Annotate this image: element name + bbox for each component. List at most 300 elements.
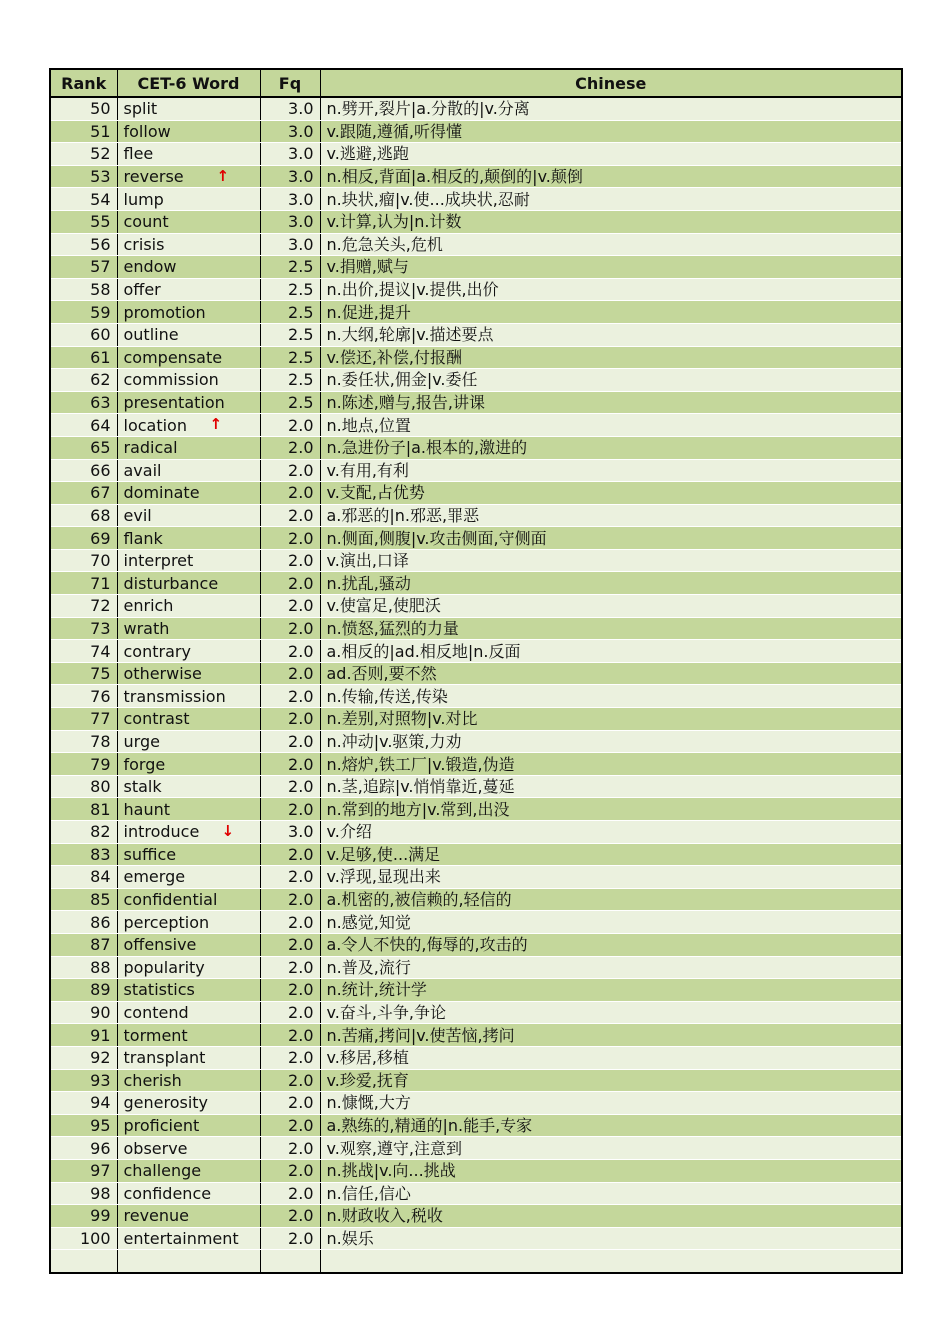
- table-row: [50, 956, 902, 979]
- word-cell: [117, 301, 260, 324]
- table-row: [50, 549, 902, 572]
- chinese-definition-cell: v.演出,口译: [320, 549, 902, 572]
- chinese-definition-cell: v.有用,有利: [320, 459, 902, 482]
- rank-cell: 61: [50, 346, 117, 369]
- frequency-cell: 3.0: [260, 97, 320, 120]
- frequency-cell: 2.0: [260, 482, 320, 505]
- rank-cell: 72: [50, 595, 117, 618]
- word-text: generosity: [123, 1093, 209, 1113]
- chinese-definition-cell: n.侧面,侧腹|v.攻击侧面,守侧面: [320, 527, 902, 550]
- chinese-definition-cell: n.急进份子|a.根本的,激进的: [320, 436, 902, 459]
- frequency-cell: 2.0: [260, 459, 320, 482]
- table-row: [50, 708, 902, 731]
- frequency-cell: 2.0: [260, 843, 320, 866]
- table-row: [50, 1159, 902, 1182]
- word-text: cherish: [123, 1070, 182, 1090]
- frequency-cell: 2.0: [260, 1069, 320, 1092]
- word-cell: [117, 595, 260, 618]
- word-text: urge: [123, 731, 160, 751]
- chinese-definition-cell: v.计算,认为|n.计数: [320, 210, 902, 233]
- frequency-cell: 2.5: [260, 278, 320, 301]
- chinese-definition-cell: n.传输,传送,传染: [320, 685, 902, 708]
- word-text: transmission: [123, 686, 226, 706]
- frequency-cell: 2.0: [260, 436, 320, 459]
- frequency-cell: 2.0: [260, 1159, 320, 1182]
- chinese-definition-cell: n.扰乱,骚动: [320, 572, 902, 595]
- table-row: [50, 798, 902, 821]
- rank-cell: 69: [50, 527, 117, 550]
- rank-cell: 82: [50, 821, 117, 844]
- word-cell: [117, 504, 260, 527]
- word-cell: [117, 956, 260, 979]
- chinese-definition-cell: v.观察,遵守,注意到: [320, 1137, 902, 1160]
- word-text: revenue: [123, 1206, 190, 1226]
- word-text: transplant: [123, 1048, 206, 1068]
- word-cell: [117, 1205, 260, 1228]
- chinese-definition-cell: n.块状,瘤|v.使...成块状,忍耐: [320, 188, 902, 211]
- rank-cell: 98: [50, 1182, 117, 1205]
- word-text: endow: [123, 257, 177, 277]
- word-cell: [117, 188, 260, 211]
- rank-cell: 95: [50, 1114, 117, 1137]
- rank-cell: 68: [50, 504, 117, 527]
- word-cell: [117, 753, 260, 776]
- word-cell: [117, 391, 260, 414]
- chinese-definition-cell: n.陈述,赠与,报告,讲课: [320, 391, 902, 414]
- rank-cell: 88: [50, 956, 117, 979]
- chinese-definition-cell: n.茎,追踪|v.悄悄靠近,蔓延: [320, 775, 902, 798]
- chinese-definition-cell: n.财政收入,税收: [320, 1205, 902, 1228]
- chinese-definition-cell: v.介绍: [320, 821, 902, 844]
- chinese-definition-cell: n.娱乐: [320, 1227, 902, 1250]
- table-row: [50, 888, 902, 911]
- word-cell: [117, 120, 260, 143]
- word-text: dominate: [123, 483, 200, 503]
- frequency-cell: 3.0: [260, 233, 320, 256]
- table-row: [50, 278, 902, 301]
- table-row: [50, 662, 902, 685]
- frequency-cell: 2.0: [260, 414, 320, 437]
- chinese-definition-cell: n.危急关头,危机: [320, 233, 902, 256]
- frequency-cell: 2.0: [260, 798, 320, 821]
- chinese-definition-cell: v.奋斗,斗争,争论: [320, 1001, 902, 1024]
- table-row: [50, 1182, 902, 1205]
- word-text: emerge: [123, 867, 186, 887]
- table-row: [50, 301, 902, 324]
- word-text: suffice: [123, 844, 177, 864]
- word-cell: [117, 1092, 260, 1115]
- frequency-cell: 2.0: [260, 549, 320, 572]
- frequency-cell: 3.0: [260, 143, 320, 166]
- word-cell: [117, 165, 260, 188]
- word-text: contrary: [123, 641, 191, 661]
- frequency-cell: 2.0: [260, 730, 320, 753]
- table-row: [50, 1046, 902, 1069]
- table-row: [50, 414, 902, 437]
- table-row: [50, 120, 902, 143]
- frequency-cell: 2.0: [260, 1024, 320, 1047]
- frequency-cell: 2.0: [260, 933, 320, 956]
- frequency-cell: 2.5: [260, 301, 320, 324]
- table-row: [50, 595, 902, 618]
- rank-cell: 70: [50, 549, 117, 572]
- word-text: commission: [123, 370, 219, 390]
- table-row: [50, 843, 902, 866]
- frequency-cell: 2.0: [260, 708, 320, 731]
- word-text: avail: [123, 460, 162, 480]
- rank-cell: 85: [50, 888, 117, 911]
- chinese-definition-cell: n.委任状,佣金|v.委任: [320, 369, 902, 392]
- rank-cell: 83: [50, 843, 117, 866]
- frequency-cell: 3.0: [260, 165, 320, 188]
- word-cell: [117, 414, 260, 437]
- table-row: [50, 685, 902, 708]
- word-text: radical: [123, 438, 178, 458]
- table-row: [50, 482, 902, 505]
- frequency-cell: 2.5: [260, 346, 320, 369]
- word-cell: [117, 256, 260, 279]
- chinese-definition-cell: ad.否则,要不然: [320, 662, 902, 685]
- table-row: [50, 866, 902, 889]
- frequency-cell: 2.0: [260, 640, 320, 663]
- table-row: [50, 1092, 902, 1115]
- word-cell: [117, 1114, 260, 1137]
- table-row: [50, 256, 902, 279]
- rank-cell: 76: [50, 685, 117, 708]
- table-row: [50, 504, 902, 527]
- frequency-cell: 2.5: [260, 391, 320, 414]
- rank-cell: 91: [50, 1024, 117, 1047]
- rank-cell: 79: [50, 753, 117, 776]
- word-text: evil: [123, 505, 152, 525]
- word-text: challenge: [123, 1161, 202, 1181]
- rank-cell: 96: [50, 1137, 117, 1160]
- rank-cell: 80: [50, 775, 117, 798]
- word-cell: [117, 369, 260, 392]
- chinese-definition-cell: v.支配,占优势: [320, 482, 902, 505]
- word-text: forge: [123, 754, 166, 774]
- word-cell: [117, 640, 260, 663]
- word-cell: [117, 685, 260, 708]
- frequency-cell: 2.0: [260, 1182, 320, 1205]
- chinese-definition-cell: n.常到的地方|v.常到,出没: [320, 798, 902, 821]
- chinese-definition-cell: v.跟随,遵循,听得懂: [320, 120, 902, 143]
- word-text: observe: [123, 1138, 188, 1158]
- frequency-cell: 2.0: [260, 572, 320, 595]
- chinese-definition-cell: n.差别,对照物|v.对比: [320, 708, 902, 731]
- rank-cell: 71: [50, 572, 117, 595]
- chinese-definition-cell: v.使富足,使肥沃: [320, 595, 902, 618]
- word-text: interpret: [123, 551, 194, 571]
- chinese-definition-cell: n.大纲,轮廓|v.描述要点: [320, 323, 902, 346]
- word-cell: [117, 911, 260, 934]
- frequency-cell: 2.0: [260, 775, 320, 798]
- frequency-cell: 2.0: [260, 1227, 320, 1250]
- frequency-cell: 2.0: [260, 595, 320, 618]
- table-row: [50, 1001, 902, 1024]
- word-text: statistics: [123, 980, 195, 1000]
- chinese-definition-cell: n.熔炉,铁工厂|v.锻造,伪造: [320, 753, 902, 776]
- word-text: crisis: [123, 234, 165, 254]
- table-row: [50, 233, 902, 256]
- chinese-definition-cell: n.出价,提议|v.提供,出价: [320, 278, 902, 301]
- word-cell: [117, 979, 260, 1002]
- chinese-definition-cell: n.统计,统计学: [320, 979, 902, 1002]
- rank-cell: 64: [50, 414, 117, 437]
- table-row: [50, 391, 902, 414]
- frequency-cell: 2.0: [260, 527, 320, 550]
- rank-cell: 74: [50, 640, 117, 663]
- chinese-definition-cell: n.感觉,知觉: [320, 911, 902, 934]
- word-cell: [117, 436, 260, 459]
- table-row: [50, 436, 902, 459]
- word-cell: [117, 821, 260, 844]
- word-cell: [117, 798, 260, 821]
- word-text: flee: [123, 144, 154, 164]
- chinese-definition-cell: v.足够,使...满足: [320, 843, 902, 866]
- word-cell: [117, 708, 260, 731]
- chinese-definition-cell: n.愤怒,猛烈的力量: [320, 617, 902, 640]
- chinese-definition-cell: n.挑战|v.向...挑战: [320, 1159, 902, 1182]
- table-row: [50, 1205, 902, 1228]
- rank-cell: 92: [50, 1046, 117, 1069]
- frequency-cell: 2.5: [260, 369, 320, 392]
- word-text: contrast: [123, 709, 190, 729]
- rank-cell: 53: [50, 165, 117, 188]
- word-cell: [117, 459, 260, 482]
- rank-cell: 65: [50, 436, 117, 459]
- rank-cell: 78: [50, 730, 117, 753]
- header-row: [50, 69, 902, 97]
- rank-cell: 62: [50, 369, 117, 392]
- rank-cell: 89: [50, 979, 117, 1002]
- word-text: proficient: [123, 1116, 200, 1136]
- word-text: lump: [123, 189, 164, 209]
- chinese-definition-cell: a.令人不快的,侮辱的,攻击的: [320, 933, 902, 956]
- word-text: stalk: [123, 777, 162, 797]
- rank-cell: 59: [50, 301, 117, 324]
- frequency-cell: 3.0: [260, 120, 320, 143]
- rank-cell: 67: [50, 482, 117, 505]
- rank-cell: 55: [50, 210, 117, 233]
- rank-cell: 58: [50, 278, 117, 301]
- word-text: offensive: [123, 935, 197, 955]
- word-text: reverse: [123, 167, 184, 187]
- word-cell: [117, 1046, 260, 1069]
- frequency-cell: 3.0: [260, 210, 320, 233]
- word-cell: [117, 1001, 260, 1024]
- chinese-definition-cell: a.相反的|ad.相反地|n.反面: [320, 640, 902, 663]
- word-text: compensate: [123, 347, 223, 367]
- table-row: [50, 1069, 902, 1092]
- frequency-cell: 2.0: [260, 753, 320, 776]
- rank-cell: 60: [50, 323, 117, 346]
- word-cell: [117, 346, 260, 369]
- rank-cell: 87: [50, 933, 117, 956]
- table-row: [50, 1114, 902, 1137]
- rank-cell: 93: [50, 1069, 117, 1092]
- frequency-cell: 2.0: [260, 1092, 320, 1115]
- word-text: enrich: [123, 596, 174, 616]
- word-cell: [117, 278, 260, 301]
- table-row: [50, 188, 902, 211]
- table-row: [50, 527, 902, 550]
- empty-cell: [117, 1250, 260, 1273]
- word-text: outline: [123, 325, 179, 345]
- chinese-definition-cell: n.苦痛,拷问|v.使苦恼,拷问: [320, 1024, 902, 1047]
- word-cell: [117, 1069, 260, 1092]
- word-cell: [117, 775, 260, 798]
- table-row: [50, 730, 902, 753]
- chinese-definition-cell: n.冲动|v.驱策,力劝: [320, 730, 902, 753]
- chinese-definition-cell: n.普及,流行: [320, 956, 902, 979]
- arrow-up-icon: ↑: [216, 166, 230, 185]
- empty-cell: [320, 1250, 902, 1273]
- rank-cell: 84: [50, 866, 117, 889]
- word-cell: [117, 1159, 260, 1182]
- chinese-definition-cell: v.偿还,补偿,付报酬: [320, 346, 902, 369]
- word-cell: [117, 549, 260, 572]
- table-row: [50, 821, 902, 844]
- table-row: [50, 775, 902, 798]
- frequency-cell: 2.0: [260, 979, 320, 1002]
- word-cell: [117, 1024, 260, 1047]
- rank-cell: 90: [50, 1001, 117, 1024]
- frequency-cell: 2.0: [260, 662, 320, 685]
- rank-cell: 56: [50, 233, 117, 256]
- chinese-definition-cell: v.浮现,显现出来: [320, 866, 902, 889]
- chinese-definition-cell: n.促进,提升: [320, 301, 902, 324]
- arrow-up-icon: ↑: [209, 415, 223, 434]
- table-row: [50, 753, 902, 776]
- frequency-cell: 2.0: [260, 866, 320, 889]
- table-row: [50, 617, 902, 640]
- table-row: [50, 1137, 902, 1160]
- word-cell: [117, 662, 260, 685]
- table-row: [50, 572, 902, 595]
- word-cell: [117, 617, 260, 640]
- rank-cell: 57: [50, 256, 117, 279]
- word-text: introduce: [123, 822, 200, 842]
- word-cell: [117, 1227, 260, 1250]
- frequency-cell: 2.0: [260, 911, 320, 934]
- frequency-cell: 3.0: [260, 821, 320, 844]
- word-text: count: [123, 212, 169, 232]
- word-cell: [117, 143, 260, 166]
- header-chinese: Chinese: [320, 69, 902, 97]
- table-row: [50, 933, 902, 956]
- chinese-definition-cell: n.信任,信心: [320, 1182, 902, 1205]
- word-text: follow: [123, 121, 171, 141]
- word-text: split: [123, 99, 158, 119]
- chinese-definition-cell: a.熟练的,精通的|n.能手,专家: [320, 1114, 902, 1137]
- frequency-cell: 2.0: [260, 1114, 320, 1137]
- rank-cell: 66: [50, 459, 117, 482]
- table-row: [50, 1227, 902, 1250]
- word-cell: [117, 482, 260, 505]
- frequency-cell: 2.5: [260, 323, 320, 346]
- rank-cell: 81: [50, 798, 117, 821]
- word-cell: [117, 527, 260, 550]
- chinese-definition-cell: a.邪恶的|n.邪恶,罪恶: [320, 504, 902, 527]
- word-text: flank: [123, 528, 163, 548]
- frequency-cell: 2.5: [260, 256, 320, 279]
- word-text: presentation: [123, 393, 225, 413]
- table-row: [50, 1024, 902, 1047]
- chinese-definition-cell: n.劈开,裂片|a.分散的|v.分离: [320, 97, 902, 120]
- word-text: confidence: [123, 1183, 212, 1203]
- word-cell: [117, 1182, 260, 1205]
- rank-cell: 50: [50, 97, 117, 120]
- frequency-cell: 2.0: [260, 1205, 320, 1228]
- word-cell: [117, 233, 260, 256]
- table-row: [50, 346, 902, 369]
- rank-cell: 54: [50, 188, 117, 211]
- vocabulary-table: [49, 68, 903, 1274]
- frequency-cell: 2.0: [260, 956, 320, 979]
- word-cell: [117, 1137, 260, 1160]
- frequency-cell: 2.0: [260, 888, 320, 911]
- chinese-definition-cell: v.珍爱,抚育: [320, 1069, 902, 1092]
- table-row: [50, 143, 902, 166]
- word-cell: [117, 933, 260, 956]
- empty-cell: [260, 1250, 320, 1273]
- rank-cell: 94: [50, 1092, 117, 1115]
- word-text: entertainment: [123, 1228, 239, 1248]
- word-text: disturbance: [123, 573, 219, 593]
- word-text: confidential: [123, 890, 218, 910]
- word-cell: [117, 97, 260, 120]
- word-text: contend: [123, 1003, 189, 1023]
- chinese-definition-cell: a.机密的,被信赖的,轻信的: [320, 888, 902, 911]
- table-row: [50, 369, 902, 392]
- frequency-cell: 2.0: [260, 1001, 320, 1024]
- rank-cell: 97: [50, 1159, 117, 1182]
- word-cell: [117, 210, 260, 233]
- table-row: [50, 210, 902, 233]
- vocabulary-sheet: [49, 68, 901, 1274]
- word-text: wrath: [123, 618, 170, 638]
- word-text: popularity: [123, 957, 205, 977]
- table-row: [50, 459, 902, 482]
- word-text: torment: [123, 1025, 188, 1045]
- word-text: otherwise: [123, 664, 202, 684]
- chinese-definition-cell: v.逃避,逃跑: [320, 143, 902, 166]
- arrow-down-icon: ↓: [221, 822, 235, 840]
- frequency-cell: 3.0: [260, 188, 320, 211]
- frequency-cell: 2.0: [260, 685, 320, 708]
- chinese-definition-cell: v.移居,移植: [320, 1046, 902, 1069]
- frequency-cell: 2.0: [260, 1137, 320, 1160]
- header-fq: Fq: [260, 69, 320, 97]
- word-text: promotion: [123, 302, 206, 322]
- table-row: [50, 979, 902, 1002]
- table-row: [50, 97, 902, 120]
- word-text: perception: [123, 912, 210, 932]
- word-cell: [117, 888, 260, 911]
- word-text: haunt: [123, 799, 170, 819]
- table-row: [50, 640, 902, 663]
- word-text: location: [123, 415, 187, 435]
- word-cell: [117, 323, 260, 346]
- word-cell: [117, 866, 260, 889]
- table-row: [50, 165, 902, 188]
- word-cell: [117, 572, 260, 595]
- frequency-cell: 2.0: [260, 617, 320, 640]
- empty-row: [50, 1250, 902, 1273]
- rank-cell: 99: [50, 1205, 117, 1228]
- frequency-cell: 2.0: [260, 504, 320, 527]
